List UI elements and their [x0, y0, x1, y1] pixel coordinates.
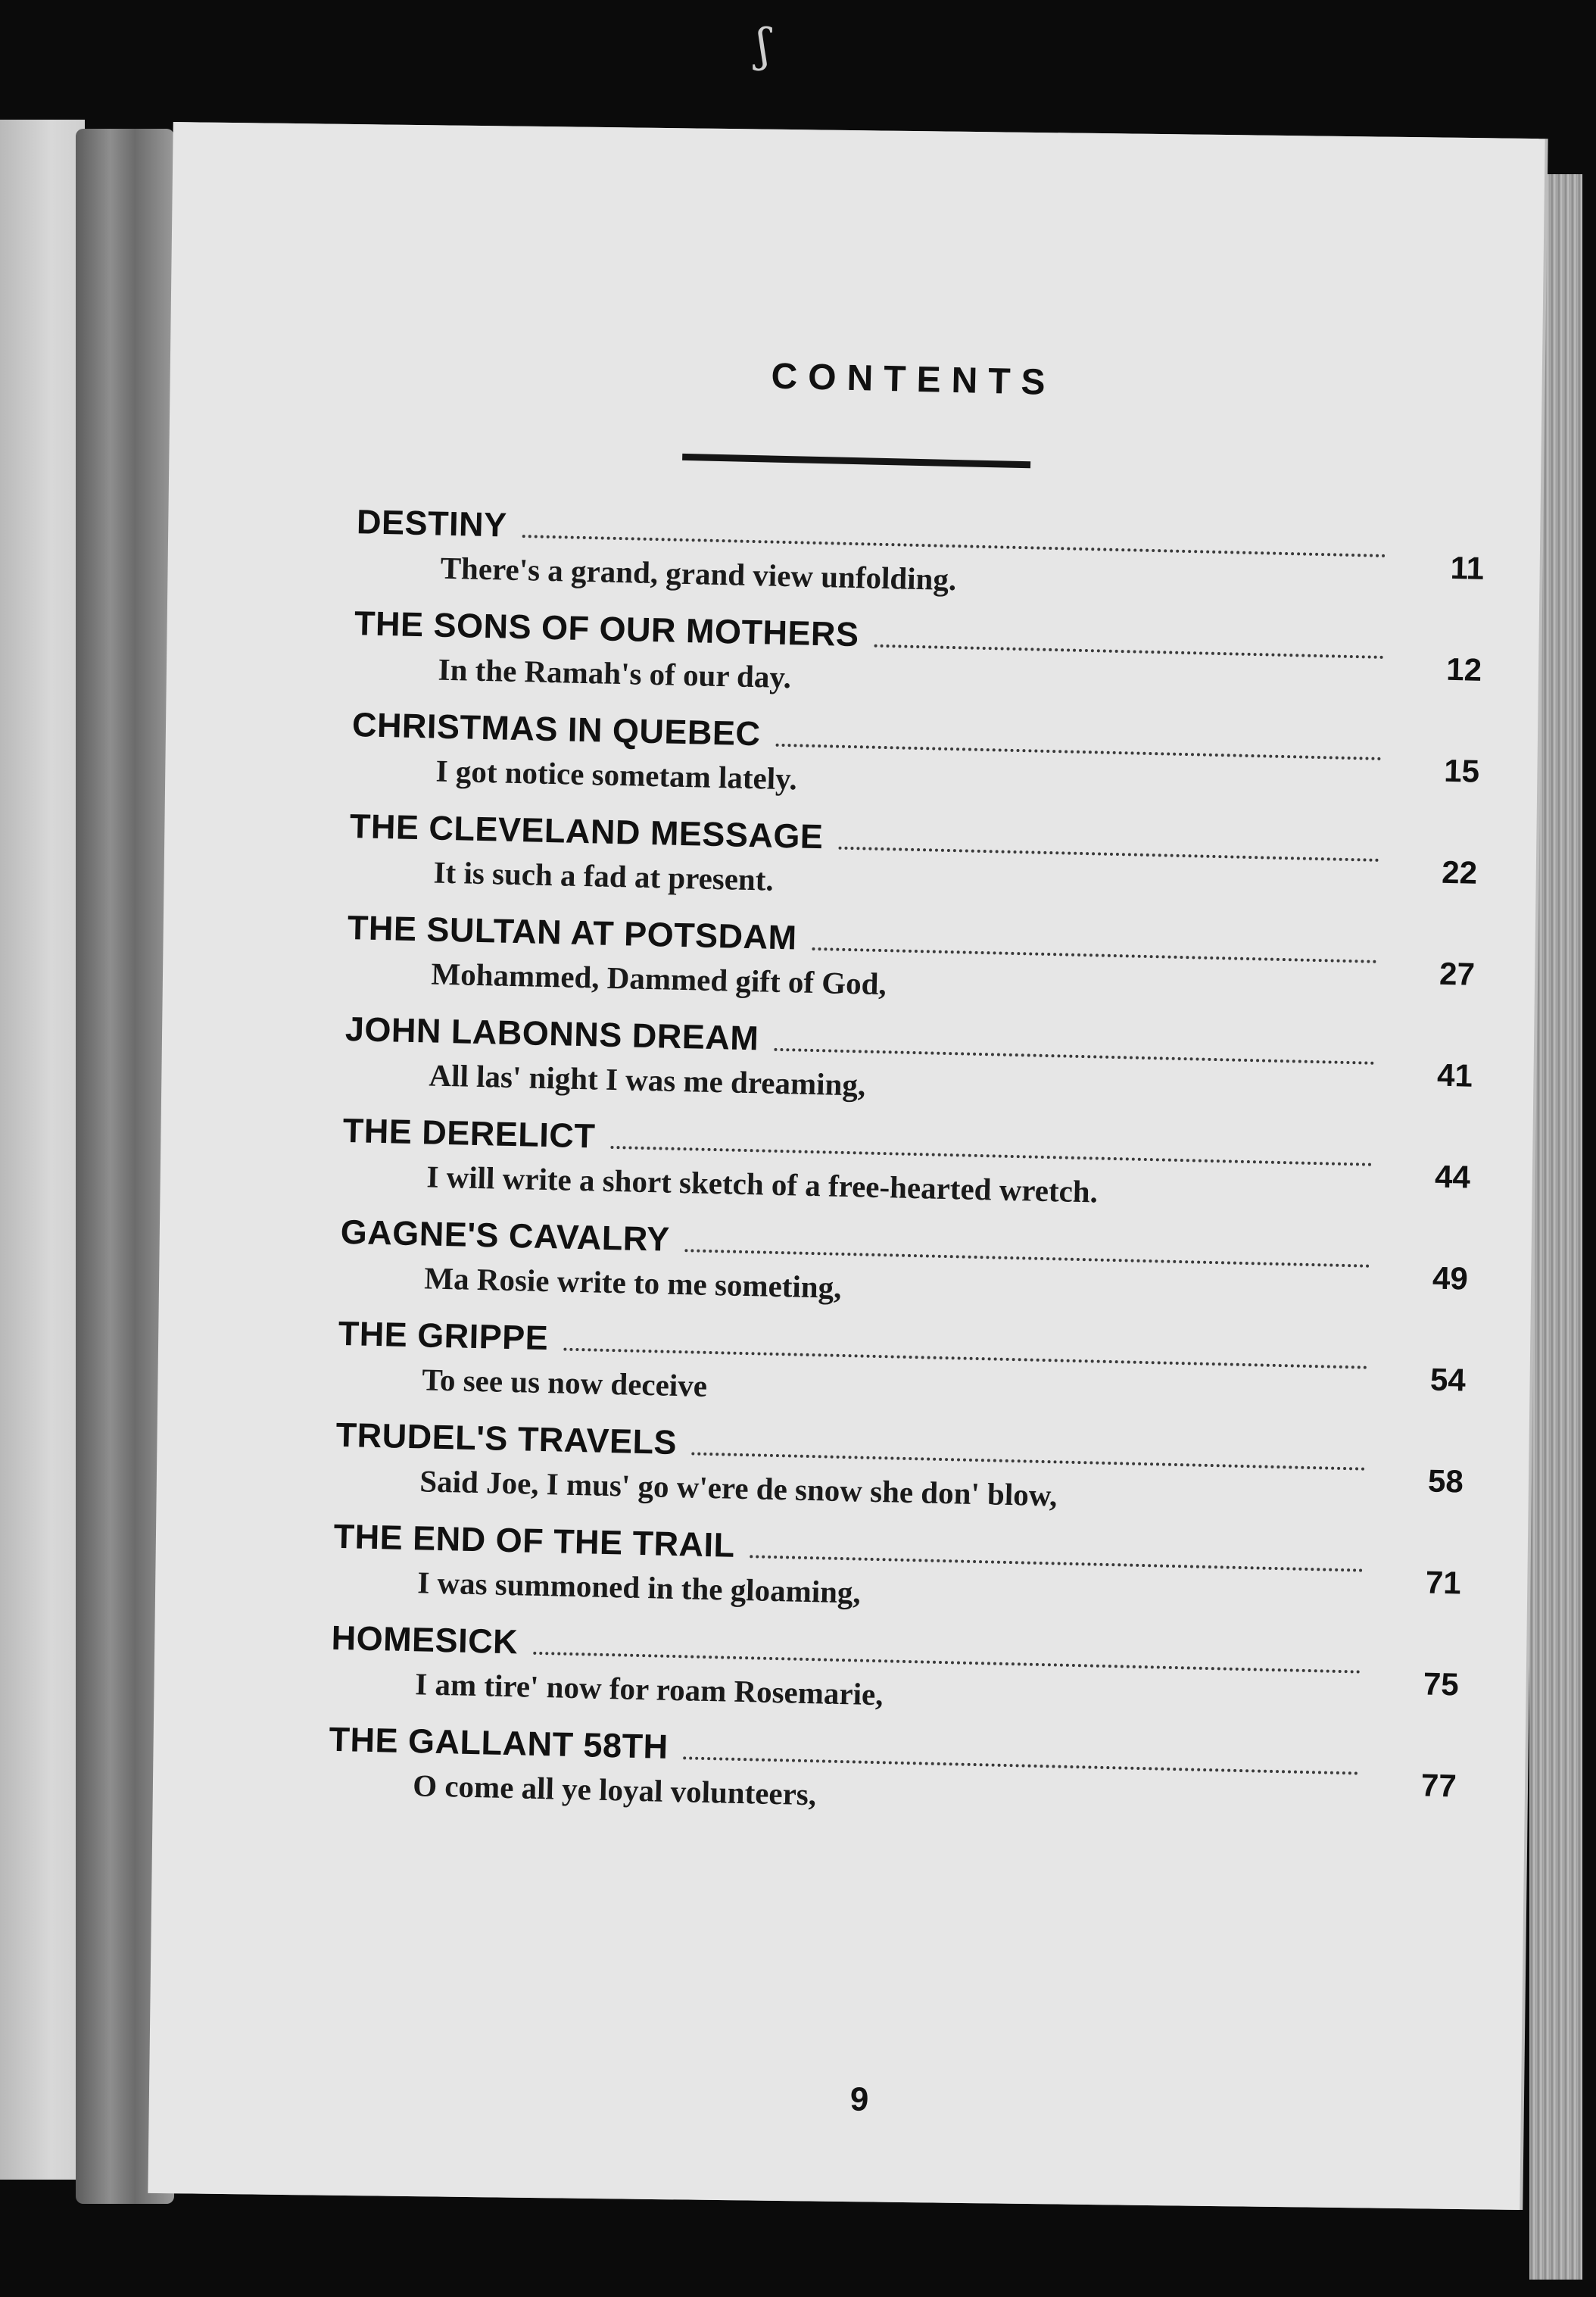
toc-entry-title: CHRISTMAS IN QUEBEC: [351, 705, 762, 754]
dot-leader: [812, 947, 1376, 963]
toc-page-number: 12: [1445, 651, 1482, 688]
dot-leader: [838, 847, 1379, 862]
toc-page-number: 54: [1429, 1361, 1467, 1398]
toc-page-number: 44: [1434, 1158, 1471, 1195]
toc-entry-title: THE GALLANT 58TH: [329, 1719, 669, 1766]
dot-leader: [683, 1756, 1358, 1774]
dot-leader: [692, 1452, 1365, 1470]
toc-page-number: 71: [1425, 1564, 1462, 1601]
dot-leader: [563, 1348, 1367, 1369]
toc-first-line: I got notice sometam lately.: [435, 753, 798, 797]
toc-first-line: Mohammed, Dammed gift of God,: [431, 956, 887, 1002]
toc-first-line: In the Ramah's of our day.: [438, 651, 792, 695]
toc-page-number: 11: [1450, 549, 1485, 586]
scan-mark: ʃ: [757, 19, 770, 72]
toc-entry-title: TRUDEL'S TRAVELS: [335, 1415, 678, 1462]
toc-page-number: 27: [1439, 955, 1476, 992]
title-rule: [682, 454, 1030, 468]
toc-first-line: Said Joe, I mus' go w'ere de snow she don' blow,: [419, 1463, 1058, 1513]
dot-leader: [750, 1555, 1363, 1571]
toc-entry-title: JOHN LABONNS DREAM: [344, 1009, 759, 1058]
table-of-contents: [327, 498, 1485, 1842]
toc-entry-title: THE END OF THE TRAIL: [333, 1516, 736, 1565]
left-page-edge: [0, 120, 85, 2180]
toc-entry-title: GAGNE'S CAVALRY: [340, 1212, 671, 1259]
dot-leader: [533, 1652, 1361, 1674]
toc-page-number: 58: [1427, 1462, 1464, 1500]
toc-entry-title: HOMESICK: [331, 1618, 519, 1662]
dot-leader: [684, 1249, 1370, 1268]
page-number: 9: [849, 2080, 869, 2118]
toc-entry-title: THE DERELICT: [342, 1110, 596, 1156]
page-content: [137, 115, 1556, 2217]
toc-entry-title: THE GRIPPE: [338, 1313, 549, 1358]
toc-entry-title: THE SONS OF OUR MOTHERS: [354, 604, 860, 654]
toc-first-line: Ma Rosie write to me someting,: [423, 1260, 842, 1305]
toc-first-line: All las' night I was me dreaming,: [429, 1057, 866, 1103]
toc-page-number: 15: [1443, 752, 1480, 789]
toc-page-number: 49: [1432, 1259, 1469, 1297]
dot-leader: [774, 1048, 1374, 1065]
toc-page-number: 75: [1423, 1665, 1460, 1702]
toc-page-number: 77: [1420, 1767, 1457, 1804]
toc-first-line: I am tire' now for roam Rosemarie,: [414, 1666, 884, 1712]
toc-first-line: I was summoned in the gloaming,: [416, 1565, 862, 1610]
toc-first-line: O come all ye loyal volunteers,: [412, 1768, 817, 1812]
toc-first-line: I will write a short sketch of a free-hearted wretch.: [426, 1159, 1099, 1209]
dot-leader: [610, 1146, 1372, 1166]
toc-first-line: To see us now deceive: [421, 1362, 708, 1403]
toc-entry-title: DESTINY: [356, 502, 508, 545]
toc-first-line: It is such a fad at present.: [433, 854, 775, 897]
page-title: CONTENTS: [771, 356, 1057, 404]
toc-entry-title: THE SULTAN AT POTSDAM: [347, 907, 798, 957]
toc-page-number: 22: [1441, 854, 1478, 891]
toc-first-line: There's a grand, grand view unfolding.: [440, 550, 957, 598]
dot-leader: [775, 744, 1381, 760]
toc-entry-title: THE CLEVELAND MESSAGE: [349, 807, 824, 857]
book-page: [148, 122, 1545, 2210]
toc-page-number: 41: [1436, 1056, 1473, 1094]
dot-leader: [874, 644, 1383, 659]
